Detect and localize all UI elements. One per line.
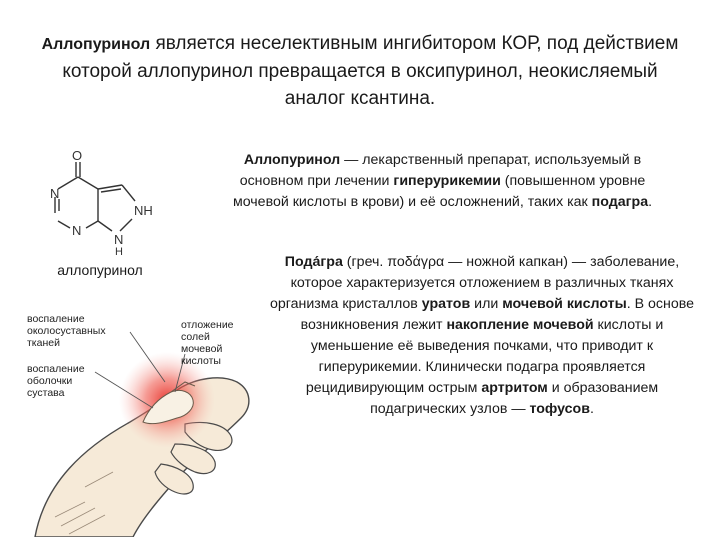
header-text	[40, 30, 680, 112]
atom-n2: N	[72, 223, 82, 238]
p2-text-b: или	[470, 296, 503, 312]
atom-n1: N	[50, 186, 60, 201]
atom-nh-top: NH	[134, 203, 153, 218]
label-periarticular: воспаление околосуставных тканей	[27, 313, 106, 349]
p1-term: Аллопуринол	[243, 152, 341, 168]
p1-term-gout: подагра	[591, 194, 649, 210]
p2-text-f: .	[589, 401, 594, 417]
p2-term-tophi: тофусов	[529, 401, 590, 417]
p2-text-d: кислоты и уменьшение её выведения почками, что приводит к гиперурикемии. Клинически подагра проявляется рецидивирующим острым	[305, 317, 664, 396]
p2-text-a: (греч. ποδάγρα — ножной капкан) — заболевание, которое характеризуется отложением в различных тканях организма кристаллов	[269, 254, 680, 312]
p2-text-c: . В основе возникновения лежит	[300, 296, 695, 333]
molecule-caption: аллопуринол	[57, 262, 143, 278]
atom-h-bottom: H	[115, 246, 123, 255]
allopurinol-structure	[30, 145, 180, 255]
atom-o: O	[72, 148, 83, 163]
paragraph-allopurinol	[215, 150, 670, 213]
label-uric-deposits: отложение солей мочевой кислоты	[181, 319, 234, 367]
p2-term-urates: уратов	[421, 296, 471, 312]
p1-text-a: — лекарственный препарат, используемый в основном при лечении	[239, 152, 642, 189]
p2-text-e: и образованием подагрических узлов —	[370, 380, 659, 417]
p1-text-c: .	[648, 194, 653, 210]
p1-term-hyperuricemia: гиперурикемии	[393, 173, 501, 189]
header-rest: является неселективным ингибитором КОР, под действием которой аллопуринол превращается в оксипуринол, неокисляемый аналог ксантина.	[62, 33, 679, 109]
p1-text-b: (повышенном уровне мочевой кислоты в крови) и её осложнений, таких как	[232, 173, 646, 210]
label-synovial: воспаление оболочки сустава	[27, 363, 85, 399]
atom-n-bottom: N	[114, 232, 124, 247]
p2-term-gout: Пода́гра	[284, 254, 343, 270]
paragraph-gout	[266, 252, 698, 420]
p2-term-accumulation: накопление мочевой	[446, 317, 594, 333]
gout-foot-illustration	[25, 312, 260, 537]
p2-term-uric-acid: мочевой кислоты	[502, 296, 627, 312]
header-drug-name: Аллопуринол	[41, 36, 151, 53]
p2-term-arthritis: артритом	[481, 380, 548, 396]
